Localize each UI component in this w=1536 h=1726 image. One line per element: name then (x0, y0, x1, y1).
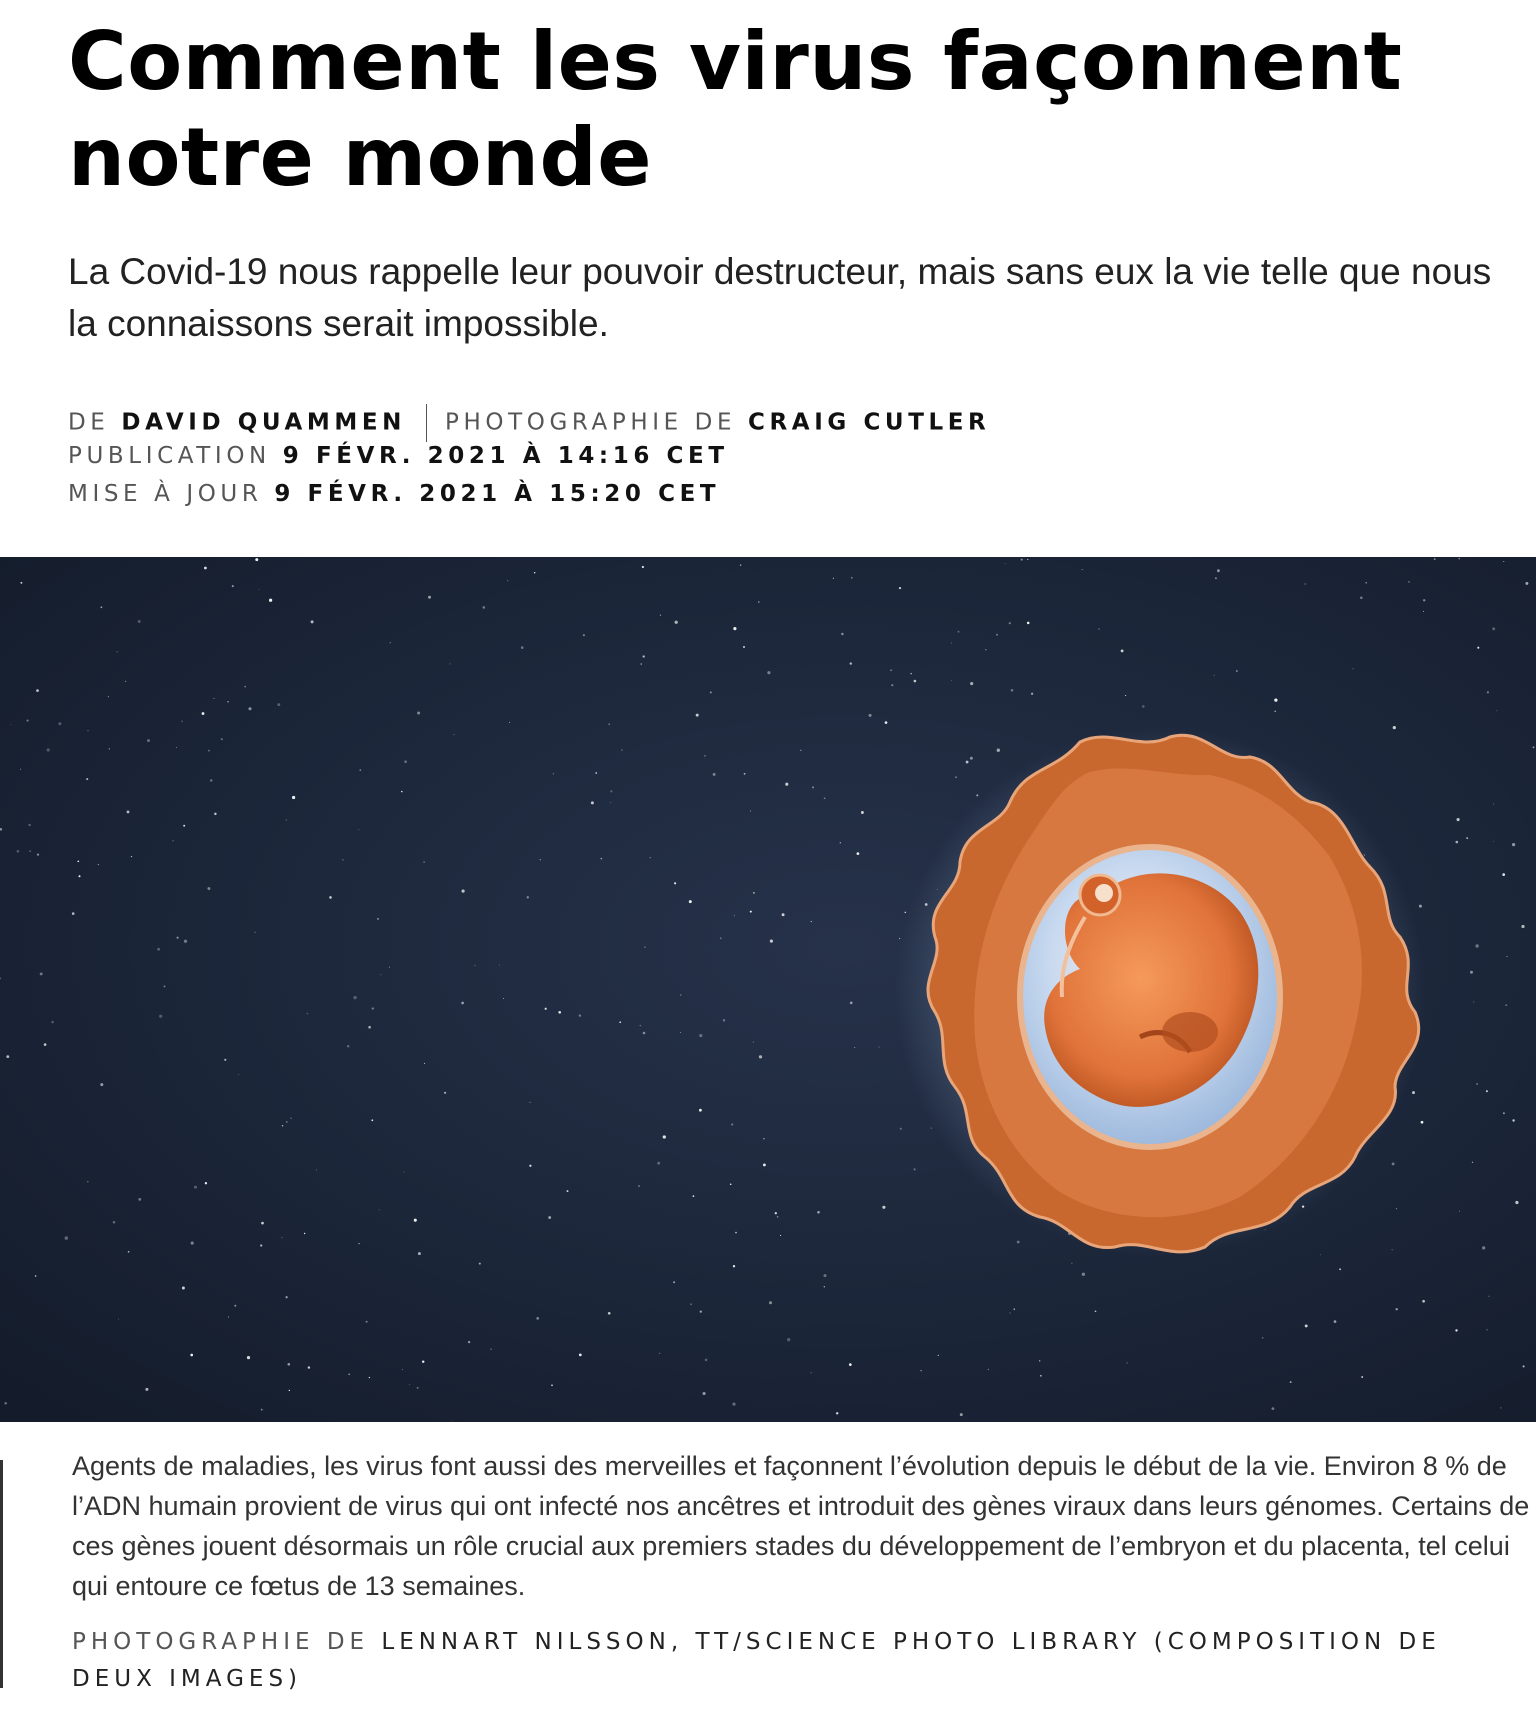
update-date (68, 481, 720, 507)
photo-credit (72, 1624, 1512, 1698)
author-link[interactable]: DAVID QUAMMEN (121, 409, 407, 436)
publication-date (68, 443, 729, 469)
embryo-illustration (0, 557, 1536, 1422)
byline-divider (426, 404, 427, 442)
photo-credit-prefix: PHOTOGRAPHIE DE (72, 1629, 370, 1655)
photographer-link[interactable]: CRAIG CUTLER (748, 409, 991, 436)
publication-label: PUBLICATION (68, 443, 271, 469)
byline-photographer-prefix: PHOTOGRAPHIE DE (445, 409, 737, 436)
byline (68, 404, 990, 442)
update-value: 9 FÉVR. 2021 À 15:20 CET (274, 481, 721, 507)
article-dek: La Covid-19 nous rappelle leur pouvoir destructeur, mais sans eux la vie telle que nous la connaissons serait impossible. (68, 251, 1492, 344)
update-label: MISE À JOUR (68, 481, 263, 507)
byline-author-prefix: DE (68, 409, 110, 436)
article-headline: Comment les virus façonnent notre monde (68, 15, 1403, 204)
photo-credit-name: LENNART NILSSON, TT/SCIENCE PHOTO LIBRARY (COMPOSITION DE DEUX IMAGES) (72, 1629, 1441, 1692)
hero-image (0, 557, 1536, 1422)
hero-caption: Agents de maladies, les virus font aussi des merveilles et façonnent l’évolution depuis le début de la vie. Environ 8 % de l’ADN humain provient de virus qui ont infecté nos ancêtres et introduit des gènes viraux dans leurs génomes. Certains de ces gènes jouent désormais un rôle crucial aux premiers stades du développement de l’embryon et du placenta, tel celui qui entoure ce fœtus de 13 semaines. (72, 1451, 1530, 1601)
caption-rule (0, 1460, 3, 1688)
publication-value: 9 FÉVR. 2021 À 14:16 CET (282, 443, 729, 469)
